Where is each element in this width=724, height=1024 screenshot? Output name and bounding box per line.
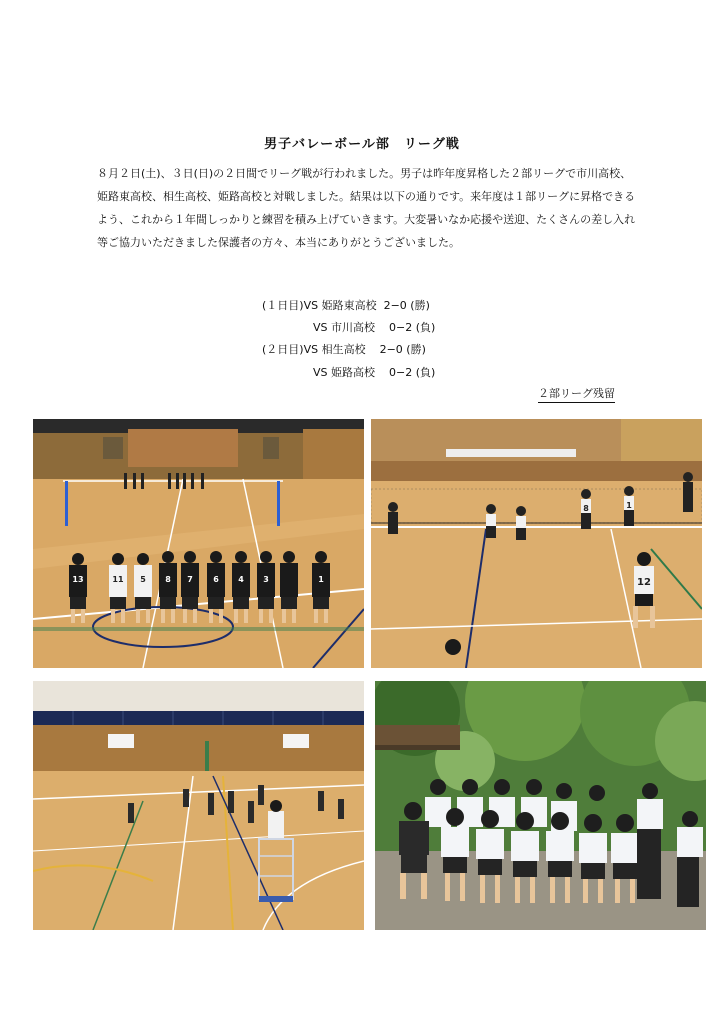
jersey-number: 3 — [263, 575, 269, 584]
team-players — [69, 551, 330, 623]
result-day2-match1: (２日目)VS 相生高校 2−0 (勝) — [262, 343, 426, 356]
jersey-number: 4 — [238, 575, 244, 584]
jersey-number: 7 — [187, 575, 193, 584]
result-day1-match2: VS 市川高校 0−2 (負) — [313, 321, 436, 334]
photo-court-overview — [33, 681, 364, 930]
jersey-number: 8 — [583, 504, 589, 513]
photo-group-outdoor — [375, 681, 706, 930]
result-day1-match1: (１日目)VS 姫路東高校 2−0 (勝) — [262, 299, 430, 312]
jersey-number: 8 — [165, 575, 171, 584]
article-body: ８月２日(土)、３日(日)の２日間でリーグ戦が行われました。男子は昨年度昇格した２部リーグで市川高校、姫路東高校、相生高校、姫路高校と対戦しました。結果は以下の通りです。来年度は１部リーグに昇格できるよう、これから１年間しっかりと練習を積み上げていきます。大変暑いなか応援や送迎、たくさんの差し入れ等ご協力いただきました保護者の方々、本当にありがとうございました。 — [97, 167, 636, 249]
jersey-number: 5 — [140, 575, 146, 584]
jersey-number: 1 — [318, 575, 324, 584]
result-day2-match2: VS 姫路高校 0−2 (負) — [313, 366, 436, 379]
jersey-number: 13 — [72, 575, 84, 584]
article-title: 男子バレーボール部 リーグ戦 — [264, 137, 460, 152]
jersey-number: 6 — [213, 575, 219, 584]
league-summary: ２部リーグ残留 — [538, 385, 615, 403]
photo-match-action — [371, 419, 702, 668]
photo-team-lineup — [33, 419, 364, 668]
jersey-number: 11 — [112, 575, 124, 584]
jersey-number: 12 — [637, 577, 651, 588]
jersey-number: 1 — [626, 501, 632, 510]
